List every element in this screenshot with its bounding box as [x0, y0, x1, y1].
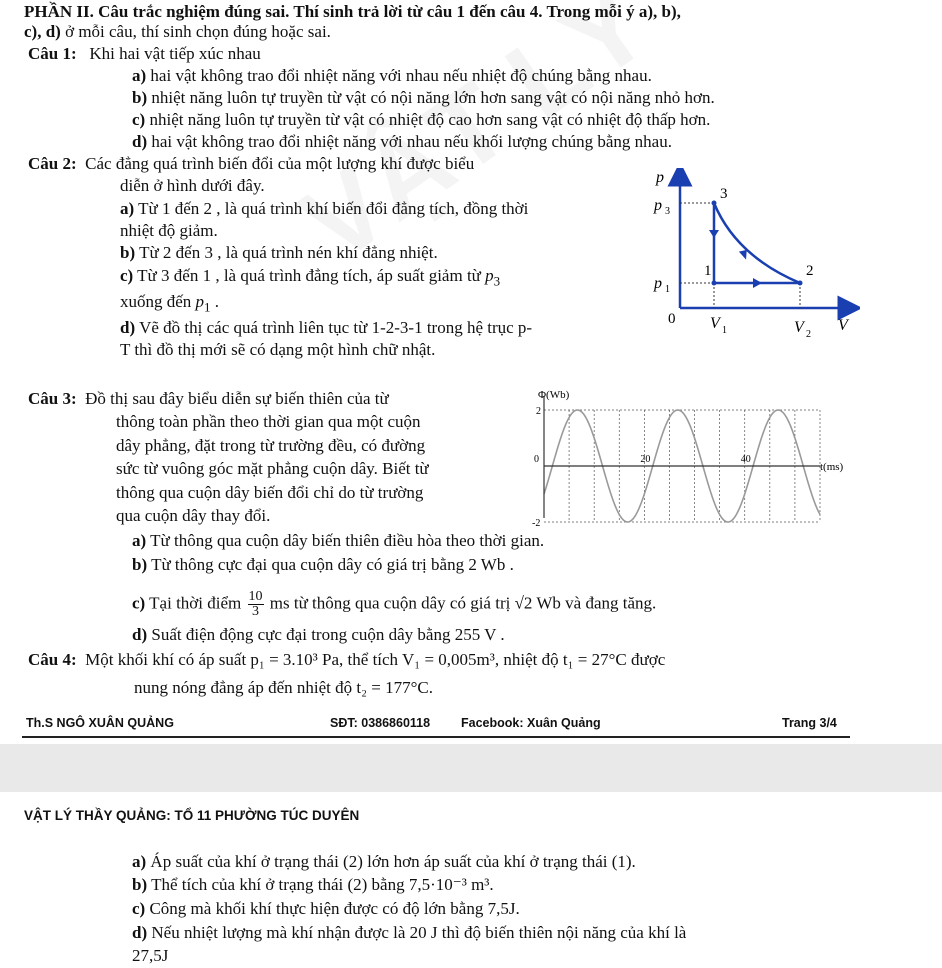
q2-option-c-line2: xuống đến $p_1$ .: [120, 292, 220, 315]
flux-x-label: t(ms): [820, 461, 844, 473]
v2-label: V: [794, 319, 804, 336]
arrow-3-1: [709, 230, 719, 238]
q2-option-d: d) Vẽ đồ thị các quá trình liên tục từ 1-2-3-1 trong hệ trục p-: [120, 318, 533, 337]
page2-header: VẬT LÝ THẦY QUẢNG: TỔ 11 PHƯỜNG TÚC DUYÊN: [24, 808, 360, 823]
fraction-10-3: $\frac{10}{3}$: [248, 589, 263, 619]
point-1-label: 1: [704, 263, 712, 279]
footer-author: Th.S NGÔ XUÂN QUẢNG: [26, 716, 174, 730]
q4-option-d: d) Nếu nhiệt lượng mà khí nhận được là 20 J thì độ biến thiên nội năng của khí là: [132, 923, 687, 942]
q4-stem-line2: nung nóng đẳng áp đến nhiệt độ t₂ = 177°C.: [134, 678, 434, 697]
q3-stem-line6: qua cuộn dây thay đổi.: [116, 506, 271, 525]
q2-option-a: a) Từ 1 đến 2 , là quá trình khí biến đổi đẳng tích, đồng thời: [120, 199, 529, 218]
q3-option-d: d) Suất điện động cực đại trong cuộn dây bằng 255 V .: [132, 625, 505, 644]
q4-option-d-line2: 27,5J: [132, 946, 169, 965]
p1-sub: 1: [665, 284, 670, 295]
q2-option-c: c) Từ 3 đến 1 , là quá trình đẳng tích, áp suất giảm từ $p_3$: [120, 266, 501, 289]
q1-option-d: d) hai vật không trao đổi nhiệt năng với nhau nếu khối lượng chúng bằng nhau.: [132, 132, 672, 151]
section-heading-line2: c), d) ở mỗi câu, thí sinh chọn đúng hoặc sai.: [24, 22, 331, 41]
q2-stem: Câu 2: Các đẳng quá trình biến đổi của một lượng khí được biểu: [28, 154, 475, 173]
flux-x-tick-label: 0: [534, 454, 539, 465]
q3-option-a: a) Từ thông qua cuộn dây biến thiên điều hòa theo thời gian.: [132, 531, 545, 550]
p3-sub: 3: [665, 206, 670, 217]
q2-pv-graph: [640, 168, 860, 343]
q2-option-a-line2: nhiệt độ giảm.: [120, 221, 218, 240]
q4-option-c: c) Công mà khối khí thực hiện được có độ lớn bằng 7,5J.: [132, 899, 520, 918]
p-axis-label: p: [656, 169, 664, 186]
q3-stem-line4: sức từ vuông góc mặt phẳng cuộn dây. Biết từ: [116, 459, 429, 478]
v2-sub: 2: [806, 329, 811, 340]
q3-stem-line2: thông toàn phần theo thời gian qua một cuộn: [116, 412, 421, 431]
q1-option-c: c) nhiệt năng luôn tự truyền từ vật có nhiệt độ cao hơn sang vật có nhiệt độ thấp hơn.: [132, 110, 711, 129]
flux-y-tick-label: 2: [536, 406, 541, 417]
flux-y-tick-label: -2: [532, 518, 541, 526]
flux-x-tick-label: 40: [740, 454, 751, 465]
q3-flux-chart: [520, 388, 850, 526]
footer-page: Trang 3/4: [782, 716, 837, 730]
q4-stem: Câu 4: Một khối khí có áp suất p₁ = 3.10³ Pa, thể tích V₁ = 0,005m³, nhiệt độ t₁ = 27°C được: [28, 650, 666, 669]
flux-y-label: Φ(Wb): [538, 389, 570, 401]
q1-stem: Câu 1: Khi hai vật tiếp xúc nhau: [28, 44, 261, 63]
arrow-1-2: [753, 278, 762, 288]
page-break: [0, 744, 942, 792]
point-3-label: 3: [720, 186, 728, 202]
q3-option-b: b) Từ thông cực đại qua cuộn dây có giá trị bằng 2 Wb .: [132, 555, 514, 574]
flux-x-tick-label: 20: [640, 454, 651, 465]
v1-sub: 1: [722, 325, 727, 336]
q1-option-a: a) hai vật không trao đổi nhiệt năng với nhau nếu nhiệt độ chúng bằng nhau.: [132, 66, 652, 85]
q2-option-b: b) Từ 2 đến 3 , là quá trình nén khí đẳng nhiệt.: [120, 243, 438, 262]
section-heading: PHẦN II. Câu trắc nghiệm đúng sai. Thí sinh trả lời từ câu 1 đến câu 4. Trong mỗi ý a), b),: [24, 2, 681, 21]
q2-stem-line2: diễn ở hình dưới đây.: [120, 176, 265, 195]
process-2-3: [714, 203, 800, 283]
q4-option-a: a) Áp suất của khí ở trạng thái (2) lớn hơn áp suất của khí ở trạng thái (1).: [132, 852, 636, 871]
origin-label: 0: [668, 311, 676, 327]
q2-option-d-line2: T thì đồ thị mới sẽ có dạng một hình chữ nhật.: [120, 340, 436, 359]
v-axis-label: V: [838, 317, 848, 334]
point-2-label: 2: [806, 263, 814, 279]
q3-stem-line3: dây phẳng, đặt trong từ trường đều, có đường: [116, 436, 426, 455]
footer-rule: [22, 736, 850, 738]
q3-stem-line5: thông qua cuộn dây biến đổi chỉ do từ trường: [116, 483, 424, 502]
q1-option-b: b) nhiệt năng luôn tự truyền từ vật có nội năng lớn hơn sang vật có nội năng nhỏ hơn.: [132, 88, 715, 107]
footer-facebook: Facebook: Xuân Quảng: [461, 716, 601, 730]
q4-option-b: b) Thể tích của khí ở trạng thái (2) bằng 7,5·10⁻³ m³.: [132, 875, 494, 894]
q3-stem: Câu 3: Đồ thị sau đây biểu diễn sự biến thiên của từ: [28, 389, 389, 408]
v1-label: V: [710, 315, 720, 332]
p3-label: p: [654, 197, 662, 214]
p1-label: p: [654, 275, 662, 292]
q3-option-c: c) Tại thời điểm $\frac{10}{3}$ ms từ thông qua cuộn dây có giá trị √2 Wb và đang tăng.: [132, 589, 657, 619]
footer-phone: SĐT: 0386860118: [330, 716, 431, 730]
